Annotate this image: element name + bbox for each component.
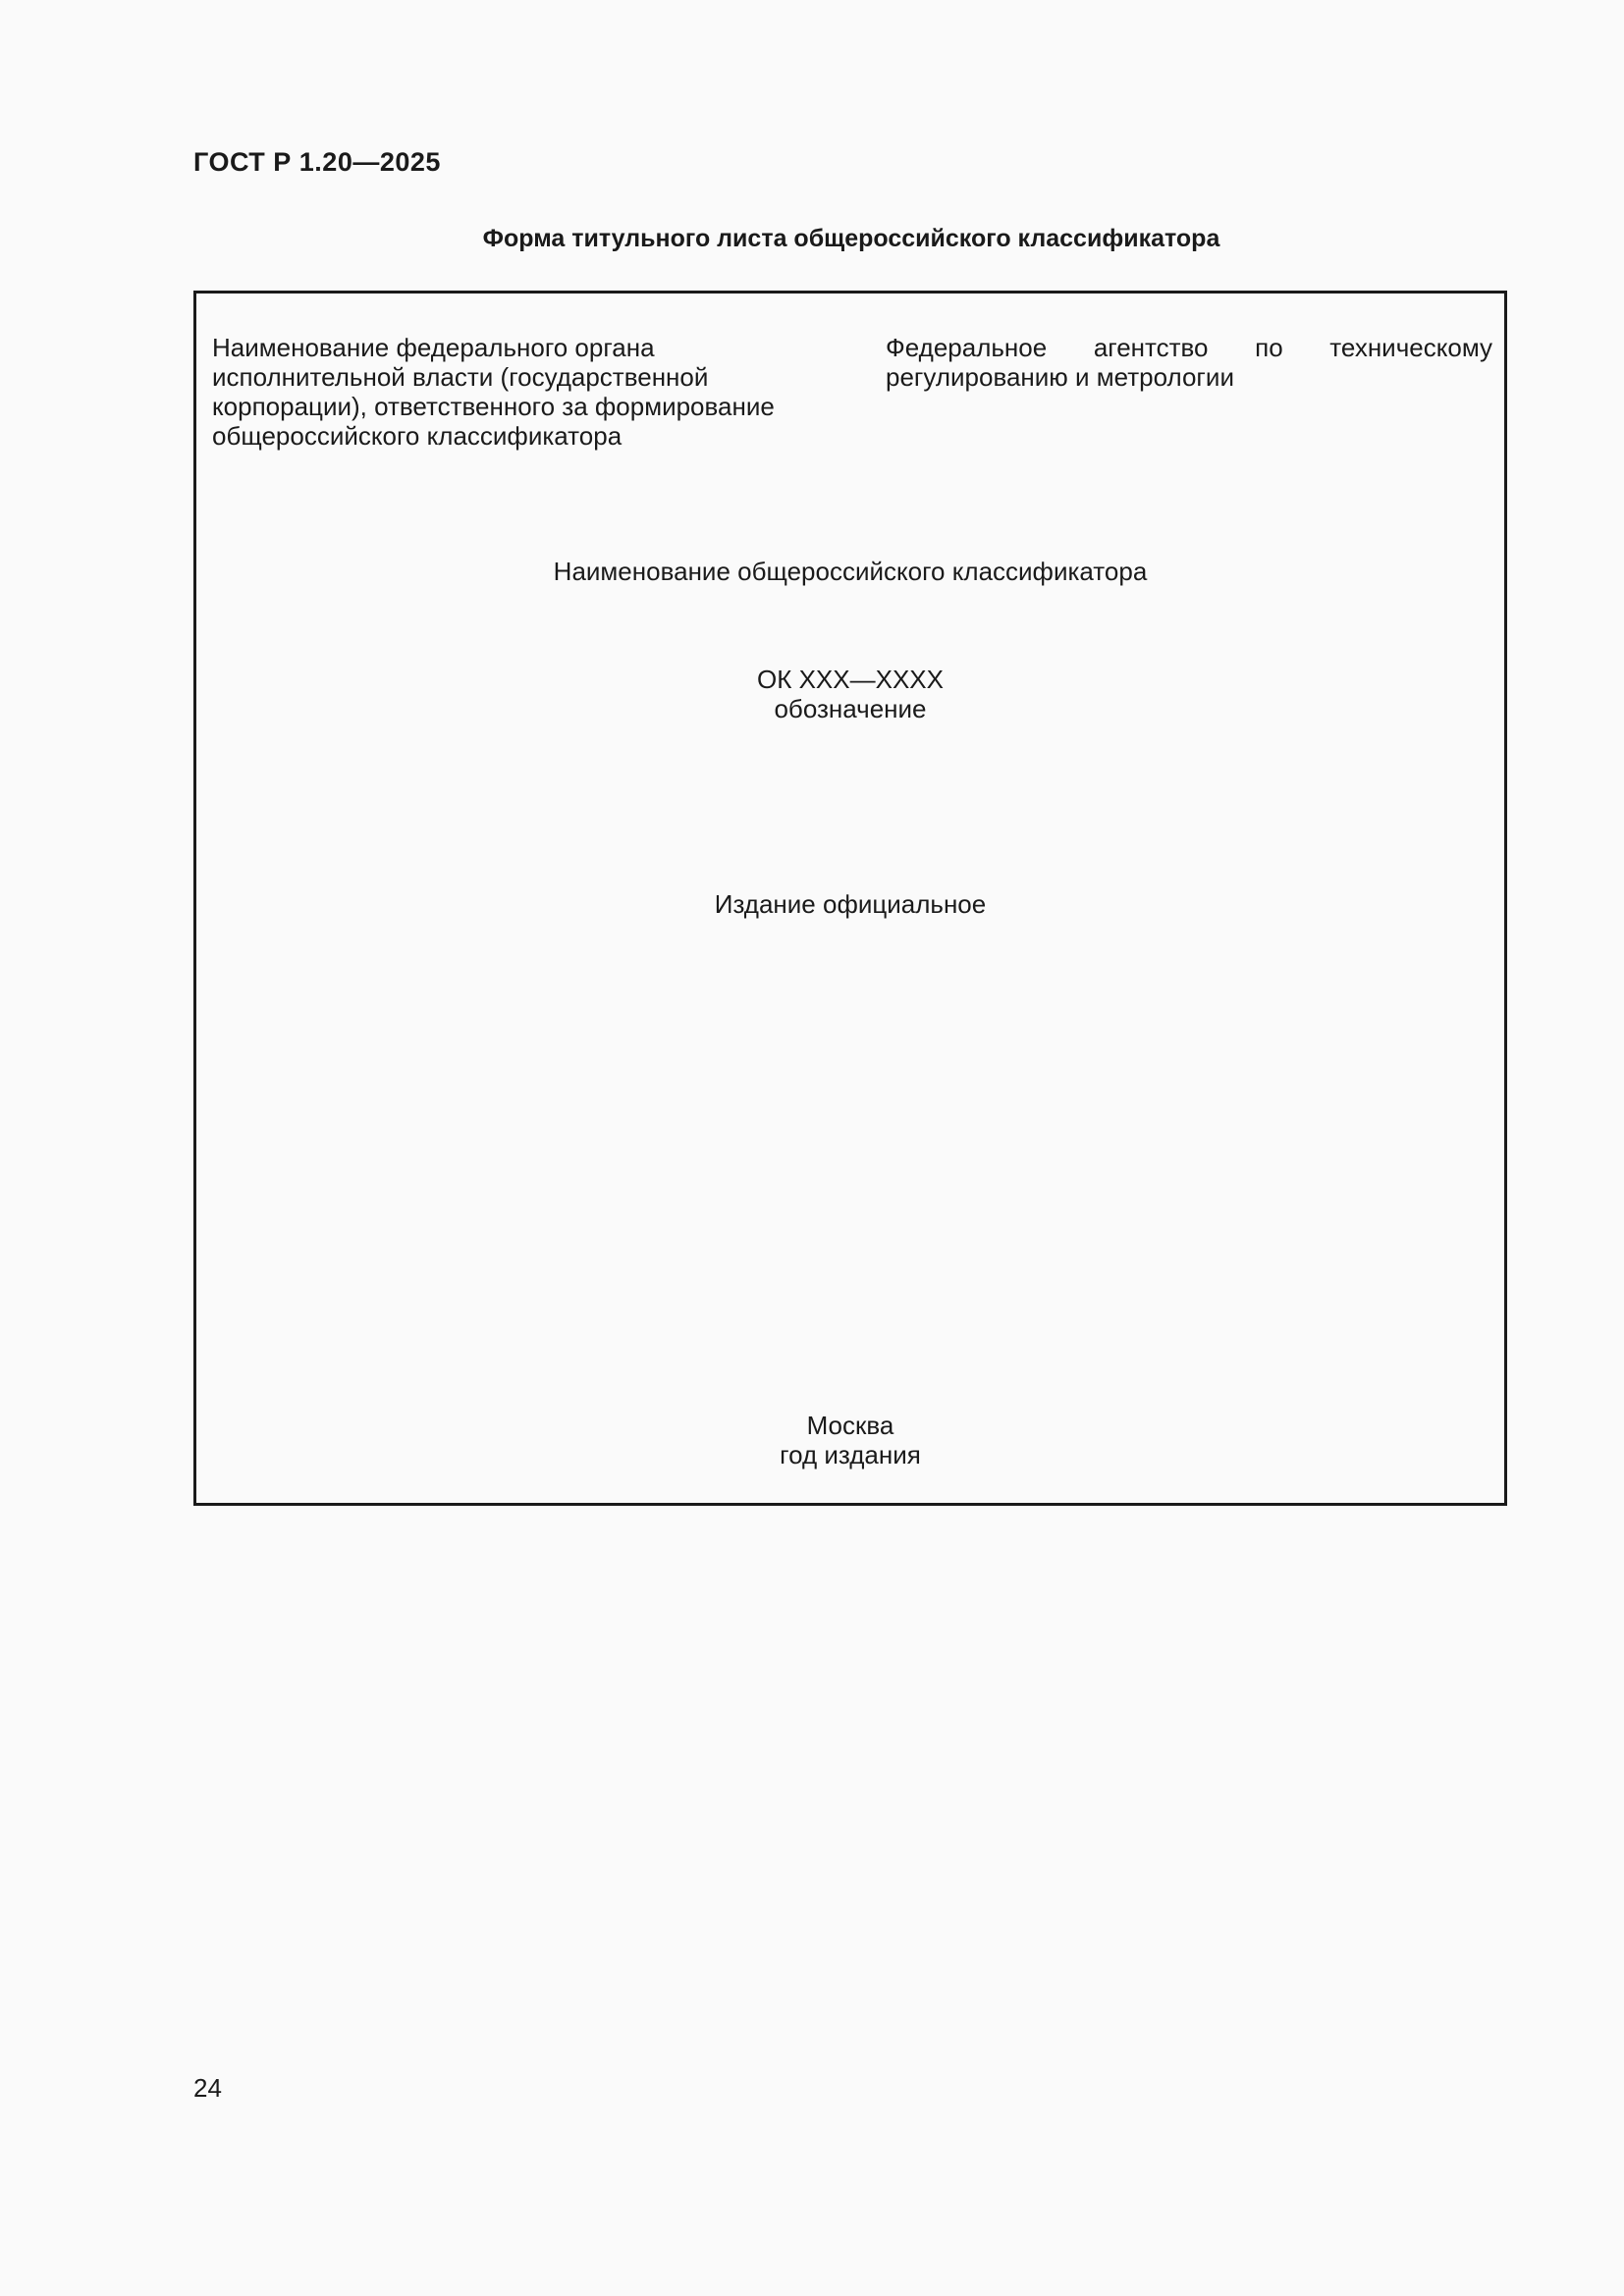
page-number: 24 (193, 2073, 222, 2103)
designation-caption: обозначение (774, 694, 927, 723)
title-page-frame (193, 291, 1507, 1506)
publication-city: Москва (806, 1411, 894, 1440)
authority-value: Федеральное агентство по техническому регулированию и метрологии (886, 333, 1492, 392)
authority-label: Наименование федерального органа исполнительной власти (государственной корпорации), ответственного за формирование общероссийского классификатора (212, 333, 775, 451)
publication-year: год издания (780, 1440, 921, 1469)
classifier-code: ОК ХХХ—ХХХХ (757, 665, 944, 694)
form-title: Форма титульного листа общероссийского классификатора (482, 225, 1220, 252)
edition-label: Издание официальное (714, 889, 987, 919)
classifier-name: Наименование общероссийского классификатора (553, 557, 1148, 586)
document-code: ГОСТ Р 1.20—2025 (193, 147, 441, 177)
